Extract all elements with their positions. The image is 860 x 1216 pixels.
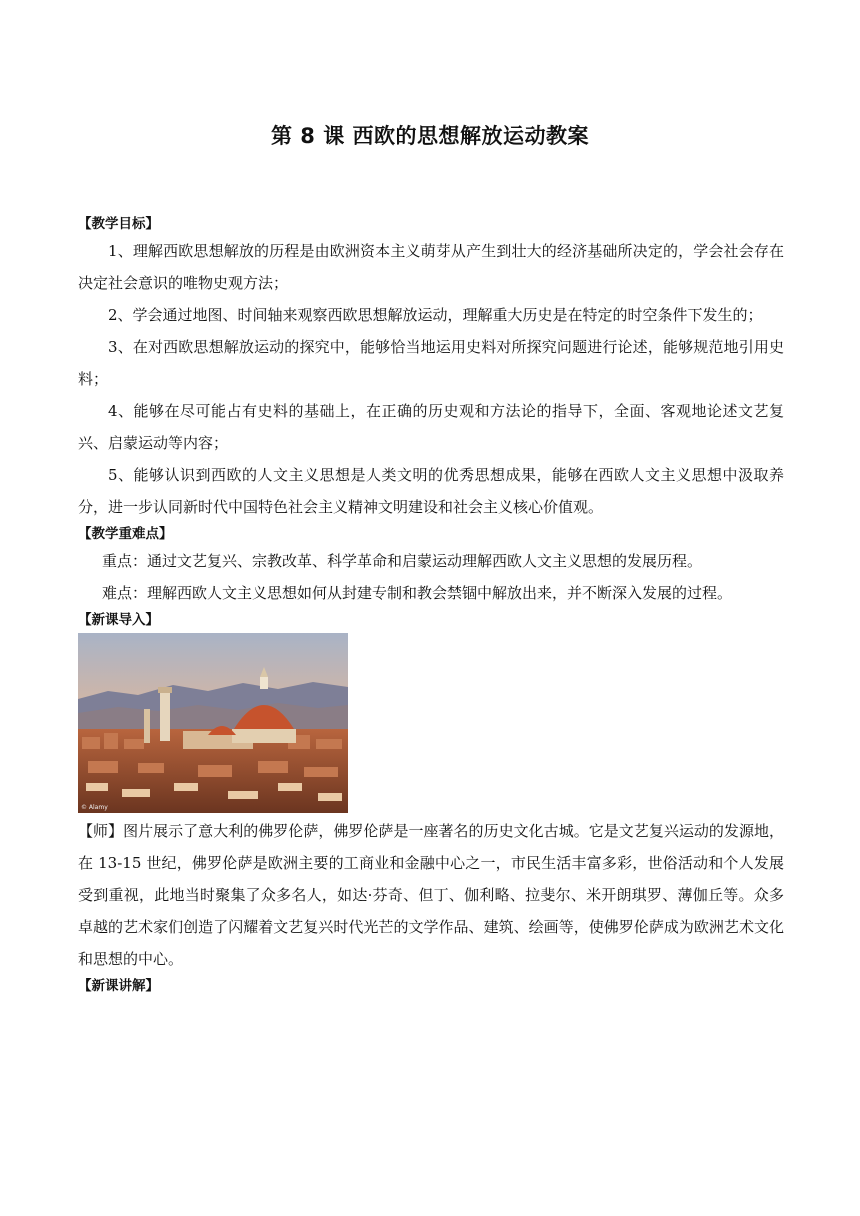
page-title: 第 8 课 西欧的思想解放运动教案 bbox=[270, 124, 590, 148]
objective-item-1: 1、理解西欧思想解放的历程是由欧洲资本主义萌芽从产生到壮大的经济基础所决定的，学会社会存在决定社会意识的唯物史观方法； bbox=[78, 242, 784, 292]
document-body bbox=[78, 213, 784, 997]
intro-text: 【师】图片展示了意大利的佛罗伦萨，佛罗伦萨是一座著名的历史文化古城。它是文艺复兴运动的发源地，在 13-15 世纪，佛罗伦萨是欧洲主要的工商业和金融中心之一，市民生活丰富多彩，世俗活动和个人发展受到重视，此地当时聚集了众多名人，如达·芬奇、但丁、伽利略、拉斐尔、米开朗琪罗、薄伽丘等。众多卓越的艺术家们创造了闪耀着文艺复兴时代光芒的文学作品、建筑、绘画等，使佛罗伦萨成为欧洲艺术文化和思想的中心。 bbox=[78, 822, 784, 968]
objective-item-3: 3、在对西欧思想解放运动的探究中，能够恰当地运用史料对所探究问题进行论述，能够规范地引用史料； bbox=[78, 338, 784, 388]
key-focus-text: 重点：通过文艺复兴、宗教改革、科学革命和启蒙运动理解西欧人文主义思想的发展历程。 bbox=[102, 552, 703, 570]
lecture-heading: 【新课讲解】 bbox=[78, 978, 159, 994]
florence-photo bbox=[78, 633, 348, 813]
objective-item-2: 2、学会通过地图、时间轴来观察西欧思想解放运动，理解重大历史是在特定的时空条件下发生的； bbox=[108, 306, 763, 324]
key-difficulty-text: 难点：理解西欧人文主义思想如何从封建专制和教会禁锢中解放出来，并不断深入发展的过程。 bbox=[102, 584, 733, 602]
key-points-heading: 【教学重难点】 bbox=[78, 526, 173, 542]
objectives-heading: 【教学目标】 bbox=[78, 216, 159, 232]
intro-heading: 【新课导入】 bbox=[78, 612, 159, 628]
photo-watermark: © Alamy bbox=[81, 804, 108, 811]
objective-item-5: 5、能够认识到西欧的人文主义思想是人类文明的优秀思想成果，能够在西欧人文主义思想中汲取养分，进一步认同新时代中国特色社会主义精神文明建设和社会主义核心价值观。 bbox=[78, 466, 784, 516]
objective-item-4: 4、能够在尽可能占有史料的基础上，在正确的历史观和方法论的指导下，全面、客观地论述文艺复兴、启蒙运动等内容； bbox=[78, 402, 784, 452]
